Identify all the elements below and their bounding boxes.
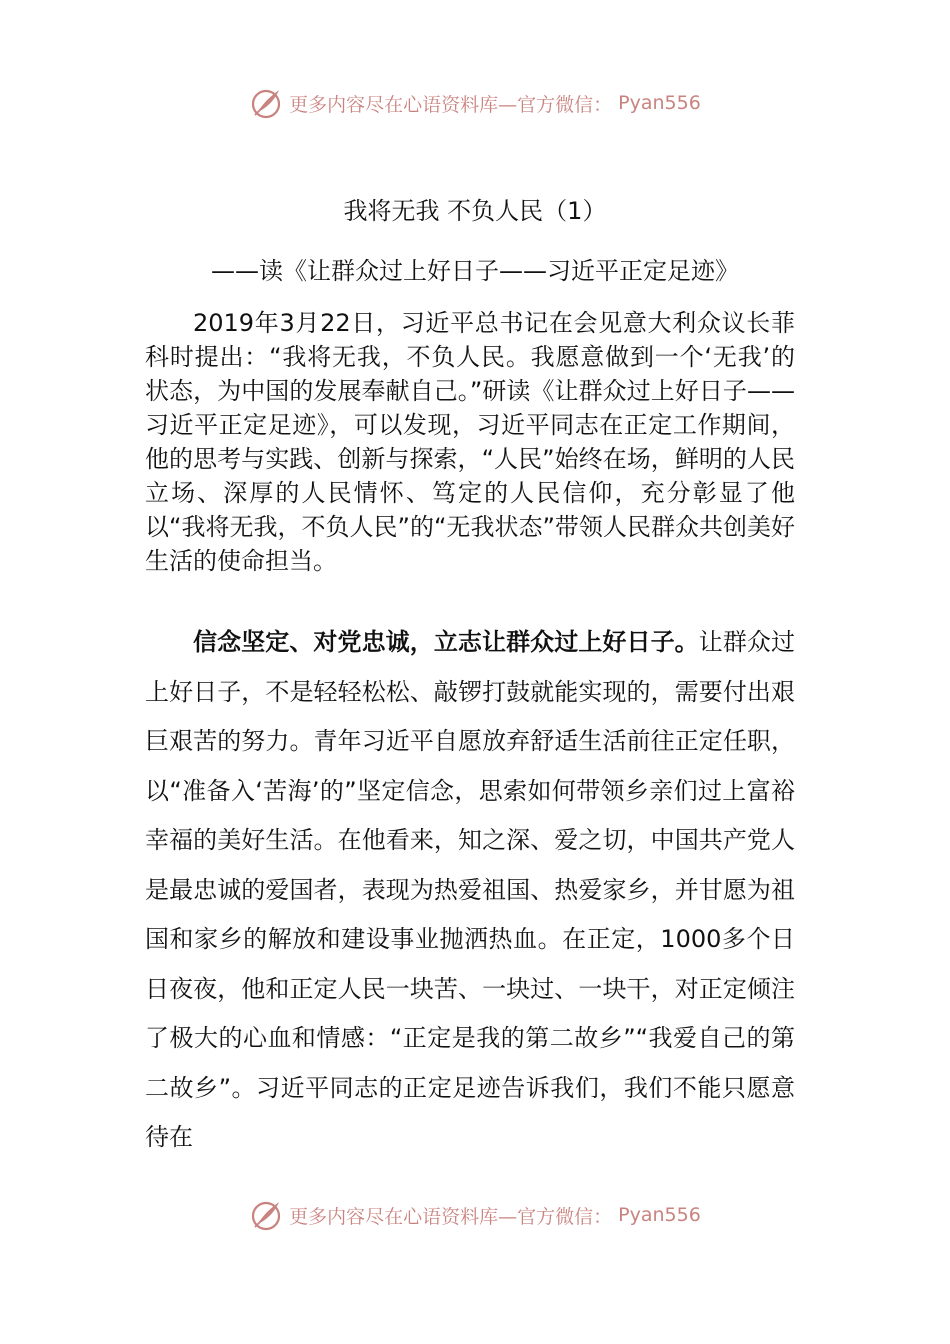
banner-text: 更多内容尽在心语资料库—官方微信：	[289, 1205, 613, 1228]
quill-logo-icon	[249, 86, 283, 120]
banner-wechat-id: Pyan556	[618, 1204, 701, 1226]
quill-logo-icon	[249, 1198, 283, 1232]
body-paragraph-2	[145, 618, 795, 1163]
footer-watermark-banner	[0, 1198, 950, 1232]
body-paragraph-1: 2019年3月22日，习近平总书记在会见意大利众议长菲科时提出：“我将无我，不负人民。我愿意做到一个‘无我’的状态，为中国的发展奉献自己。”研读《让群众过上好日子——习近平正定足迹》，可以发现，习近平同志在正定工作期间，他的思考与实践、创新与探索，“人民”始终在场，鲜明的人民立场、深厚的人民情怀、笃定的人民信仰，充分彰显了他以“我将无我，不负人民”的“无我状态”带领人民群众共创美好生活的使命担当。	[145, 309, 795, 575]
paragraph-2-lead: 信念坚定、对党忠诚，立志让群众过上好日子。	[193, 628, 699, 656]
document-subtitle: ——读《让群众过上好日子——习近平正定足迹》	[211, 257, 739, 285]
banner-wechat-id: Pyan556	[618, 92, 701, 114]
banner-text: 更多内容尽在心语资料库—官方微信：	[289, 93, 613, 116]
document-title: 我将无我 不负人民（1）	[343, 197, 607, 225]
header-watermark-banner	[0, 86, 950, 120]
paragraph-2-body: 让群众过上好日子，不是轻轻松松、敲锣打鼓就能实现的，需要付出艰巨艰苦的努力。青年习近平自愿放弃舒适生活前往正定任职，以“准备入‘苦海’的”坚定信念，思索如何带领乡亲们过上富裕幸福的美好生活。在他看来，知之深、爱之切，中国共产党人是最忠诚的爱国者，表现为热爱祖国、热爱家乡，并甘愿为祖国和家乡的解放和建设事业抛洒热血。在正定，1000多个日日夜夜，他和正定人民一块苦、一块过、一块干，对正定倾注了极大的心血和情感：“正定是我的第二故乡”“我爱自己的第二故乡”。习近平同志的正定足迹告诉我们，我们不能只愿意待在	[145, 628, 795, 1151]
